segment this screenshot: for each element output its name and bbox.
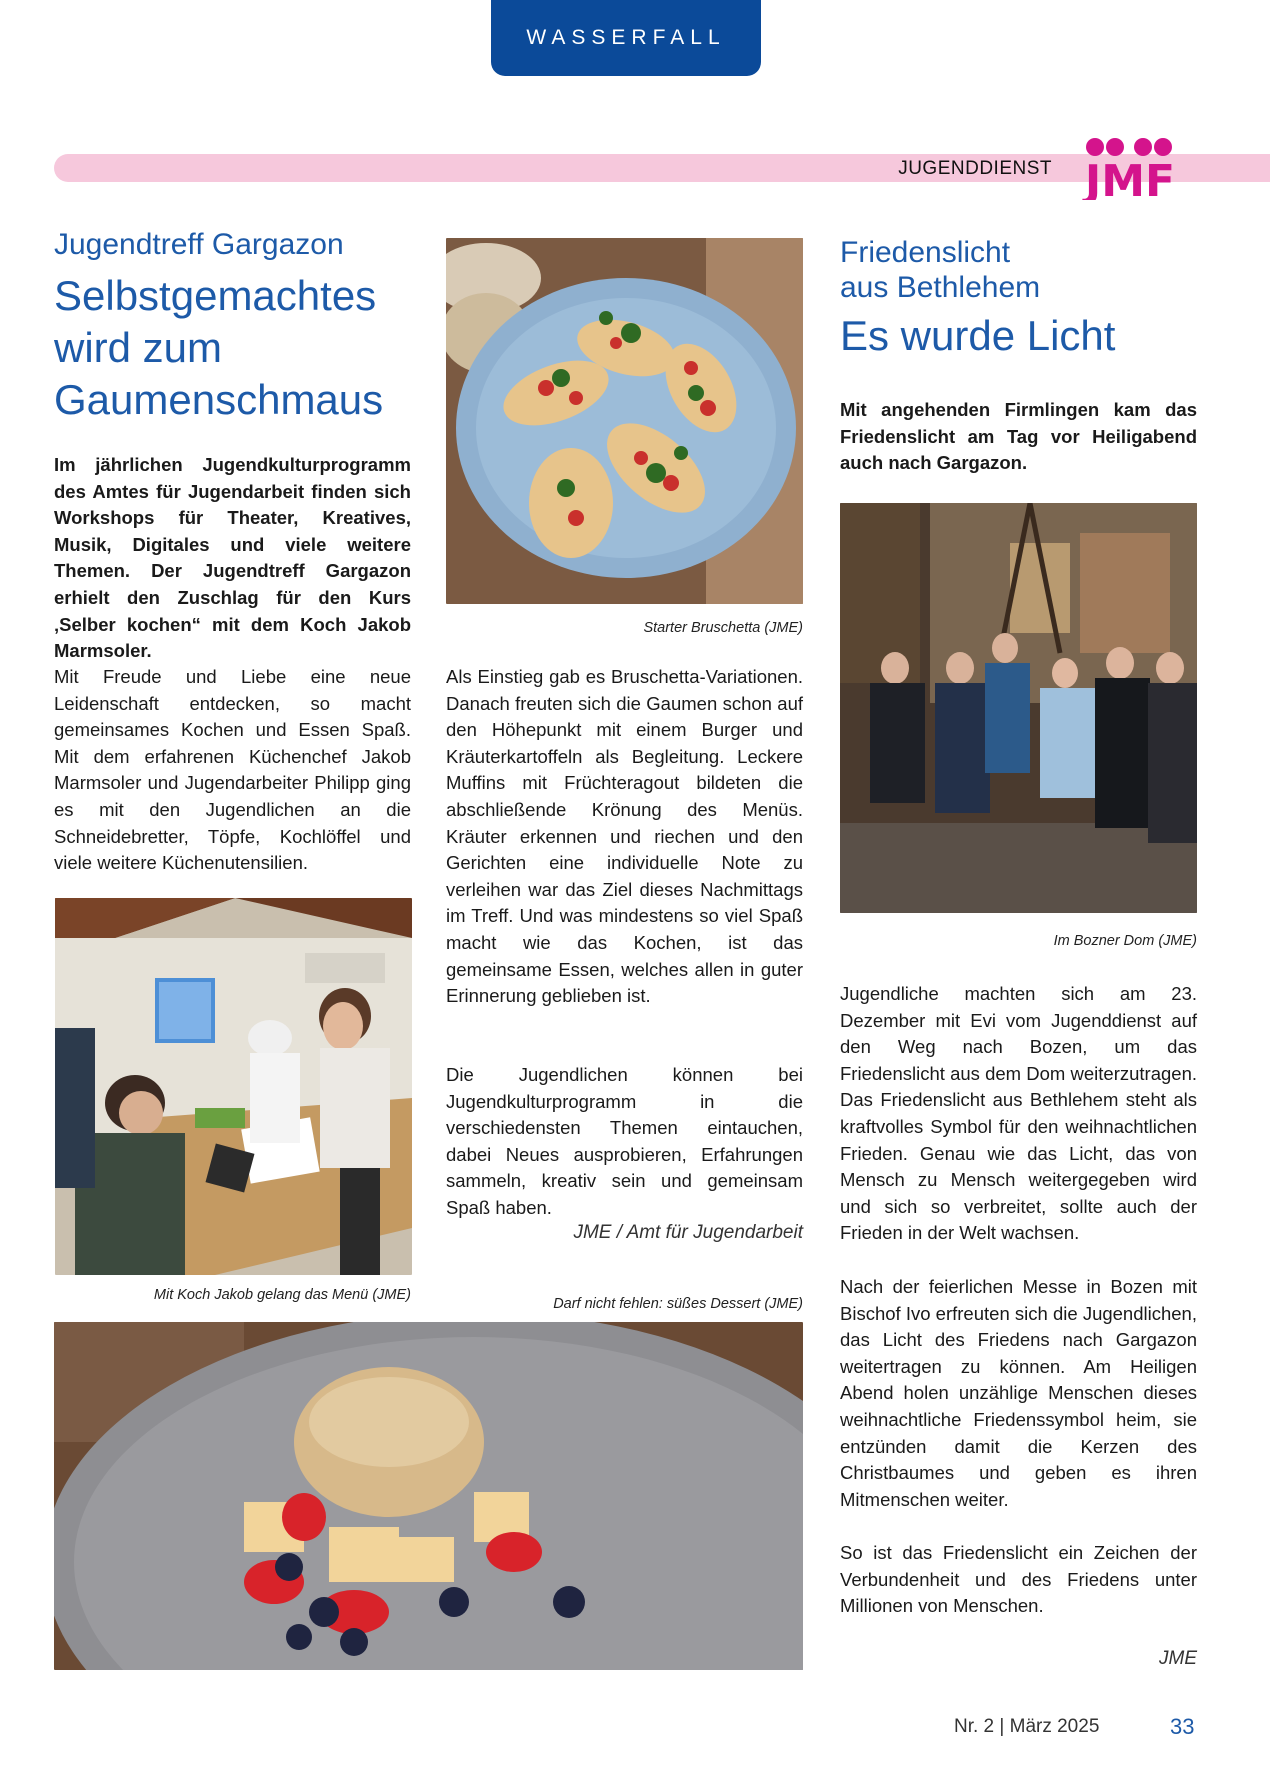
article1-paragraph-2: Als Einstieg gab es Bruschetta-Variationen. Danach freuten sich die Gaumen schon auf den Höhepunkt mit einem Burger und Kräuterkartoffeln als Begleitung. Leckere Muffins mit Früchteragout bildeten die abschließende Krönung des Menüs. Kräuter erkennen und riechen und den Gerichten eine individuelle Note zu verleihen war das Ziel dieses Nachmittags im Treff. Und was mindestens so viel Spaß macht wie das Kochen, ist das gemeinsame Essen, welches allen in guter Erinnerung geblieben ist. [446, 666, 803, 1007]
article1-headline [54, 270, 434, 426]
section-tab [491, 0, 761, 76]
group-photo [840, 503, 1197, 913]
article1-lead: Im jährlichen Jugendkulturprogramm des Amtes für Jugendarbeit finden sich Workshops für Theater, Kreatives, Musik, Digitales und viele weitere Themen. Der Jugendtreff Gargazon erhielt den Zuschlag für den Kurs ‚Selber kochen“ mit dem Koch Jakob Marmsoler. [54, 454, 411, 662]
page-number: 33 [1170, 1714, 1195, 1739]
dessert-photo [54, 1322, 803, 1670]
kitchen-photo-caption: Mit Koch Jakob gelang das Menü (JME) [153, 1287, 411, 1303]
issue-date: Nr. 2 | März 2025 [954, 1716, 1100, 1737]
article2-paragraph-3: So ist das Friedenslicht ein Zeichen der Verbundenheit und des Friedens unter Millionen von Menschen. [840, 1542, 1197, 1617]
group-photo-caption: Im Bozner Dom (JME) [1053, 933, 1197, 949]
article2-headline: Es wurde Licht [840, 312, 1116, 359]
jme-logo [1070, 134, 1190, 200]
article1-signature: JME / Amt für Jugendarbeit [573, 1222, 803, 1243]
kicker-line: aus Bethlehem [840, 270, 1041, 304]
article2-signature: JME [1159, 1648, 1197, 1669]
logo-text: JMF [1084, 156, 1176, 200]
bruschetta-photo-caption: Starter Bruschetta (JME) [643, 620, 803, 636]
headline-line: wird zum [54, 324, 223, 372]
kicker-line: Friedenslicht [840, 236, 1011, 269]
article2-kicker [840, 236, 1220, 305]
kitchen-photo [55, 898, 412, 1275]
article2-lead: Mit angehenden Firmlingen kam das Friedenslicht am Tag vor Heiligabend auch nach Gargazon. [840, 399, 1197, 474]
section-label: JUGENDDIENST [880, 156, 1052, 182]
article1-paragraph-3: Die Jugendlichen können bei Jugendkulturprogramm in die verschiedensten Themen eintauchen, dabei Neues ausprobieren, Erfahrungen sammeln, kreativ sein und gemeinsam Spaß haben. [446, 1064, 803, 1218]
article2-paragraph-2: Nach der feierlichen Messe in Bozen mit Bischof Ivo erfreuten sich die Jugendlichen, das Licht des Friedens nach Gargazon weitertragen zu können. Am Heiligen Abend holen unzählige Menschen dieses weihnachtliche Friedenssymbol heim, sie entzünden damit die Kerzen des Christbaumes und geben es ihren Mitmenschen weiter. [840, 1276, 1197, 1510]
article2-paragraph-1: Jugendliche machten sich am 23. Dezember mit Evi vom Jugenddienst auf den Weg nach Bozen, um das Friedenslicht aus dem Dom weiterzutragen. Das Friedenslicht aus Bethlehem steht als kraftvolles Symbol für den weihnachtlichen Frieden. Genau wie das Licht, das von Mensch zu Mensch weitergegeben wird und sich so verbreitet, sollte auch der Frieden in der Welt wachsen. [840, 983, 1197, 1244]
article1-kicker: Jugendtreff Gargazon [54, 228, 344, 261]
article1-paragraph-1: Mit Freude und Liebe eine neue Leidenschaft entdecken, so macht gemeinsames Kochen und Essen Spaß. Mit dem erfahrenen Küchenchef Jakob Marmsoler und Jugendarbeiter Philipp ging es mit den Jugendlichen an die Schneidebretter, Töpfe, Kochlöffel und viele weitere Küchenutensilien. [54, 666, 411, 874]
section-tab-label: WASSERFALL [526, 26, 726, 49]
headline-line: Gaumenschmaus [54, 376, 384, 424]
headline-line: Selbstgemachtes [54, 272, 377, 319]
bruschetta-photo [446, 238, 803, 604]
dessert-photo-caption: Darf nicht fehlen: süßes Dessert (JME) [553, 1296, 803, 1312]
